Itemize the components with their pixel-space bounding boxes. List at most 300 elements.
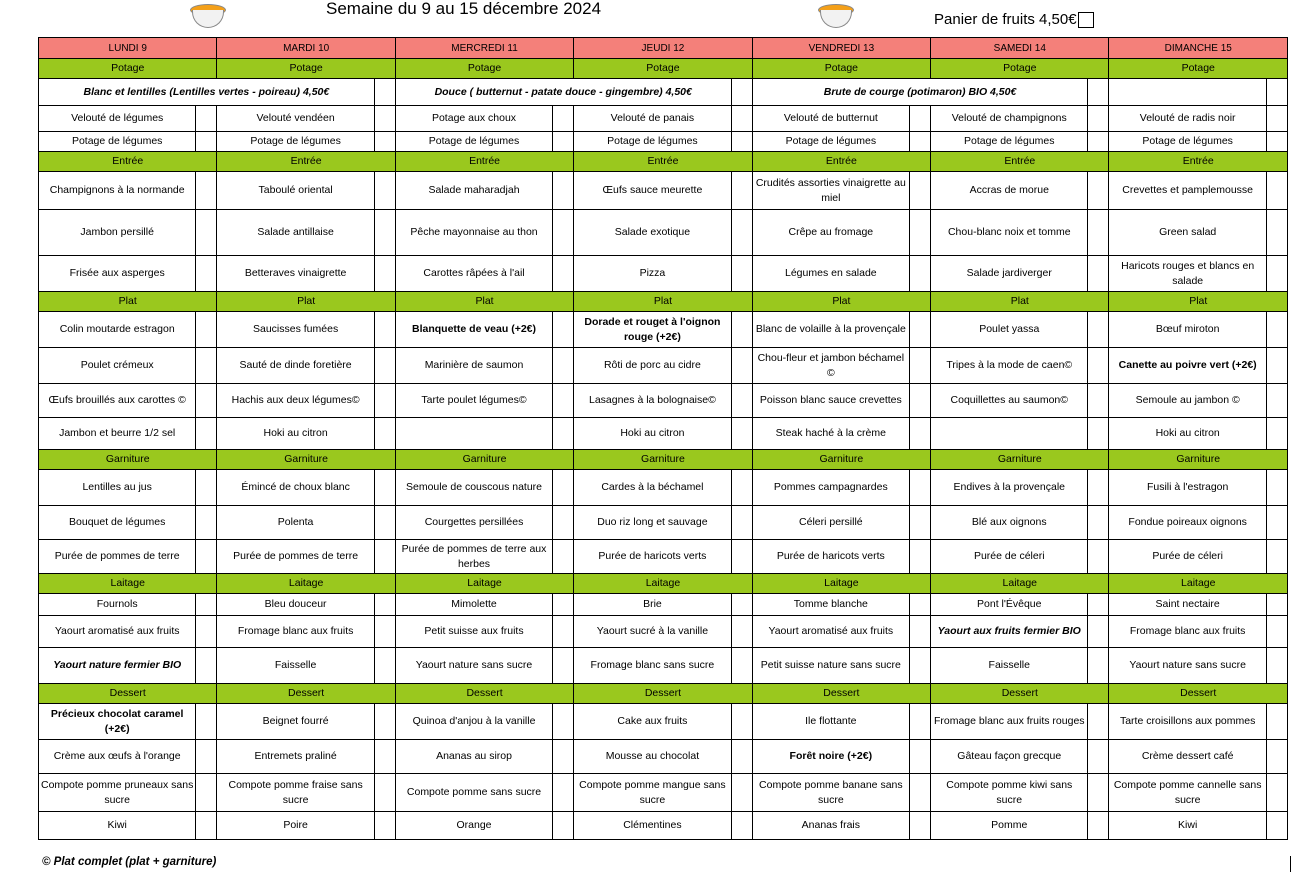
choice-checkbox-cell[interactable] [1266, 470, 1287, 506]
menu-item: Bœuf miroton [1109, 312, 1266, 348]
choice-checkbox-cell[interactable] [374, 106, 395, 132]
menu-item: Yaourt aromatisé aux fruits [39, 616, 196, 648]
divider [1290, 856, 1291, 872]
section-header: Plat [931, 292, 1109, 312]
menu-item: Cake aux fruits [574, 704, 731, 740]
choice-checkbox-cell[interactable] [1266, 312, 1287, 348]
choice-checkbox-cell[interactable] [553, 540, 574, 574]
section-header: Entrée [574, 152, 752, 172]
choice-checkbox-cell[interactable] [196, 506, 217, 540]
menu-item: Yaourt aux fruits fermier BIO [931, 616, 1088, 648]
menu-item: Petit suisse aux fruits [395, 616, 552, 648]
section-header: Dessert [574, 684, 752, 704]
menu-item: Légumes en salade [752, 256, 909, 292]
choice-checkbox-cell[interactable] [910, 594, 931, 616]
menu-item: Yaourt nature sans sucre [395, 648, 552, 684]
choice-checkbox-cell[interactable] [731, 506, 752, 540]
choice-checkbox-cell[interactable] [553, 348, 574, 384]
choice-checkbox-cell[interactable] [731, 256, 752, 292]
choice-checkbox-cell[interactable] [553, 812, 574, 840]
menu-item: Betteraves vinaigrette [217, 256, 374, 292]
menu-item: Salade maharadjah [395, 172, 552, 210]
menu-row [39, 704, 1288, 740]
choice-checkbox-cell[interactable] [910, 132, 931, 152]
choice-checkbox-cell[interactable] [910, 704, 931, 740]
menu-item: Salade exotique [574, 210, 731, 256]
menu-item: Velouté de radis noir [1109, 106, 1266, 132]
choice-checkbox-cell[interactable] [553, 704, 574, 740]
choice-checkbox-cell[interactable] [1266, 648, 1287, 684]
empty-cell [731, 79, 752, 106]
choice-checkbox-cell[interactable] [374, 348, 395, 384]
choice-checkbox-cell[interactable] [374, 470, 395, 506]
section-header-row [39, 450, 1288, 470]
section-header: Plat [395, 292, 573, 312]
menu-row [39, 418, 1288, 450]
choice-checkbox-cell[interactable] [731, 812, 752, 840]
menu-item: Blanquette de veau (+2€) [395, 312, 552, 348]
menu-item: Brie [574, 594, 731, 616]
choice-checkbox-cell[interactable] [731, 470, 752, 506]
section-header: Potage [39, 59, 217, 79]
menu-item: Bleu douceur [217, 594, 374, 616]
menu-item: Potage aux choux [395, 106, 552, 132]
choice-checkbox-cell[interactable] [910, 648, 931, 684]
day-header: SAMEDI 14 [931, 38, 1109, 59]
menu-item: Pommes campagnardes [752, 470, 909, 506]
choice-checkbox-cell[interactable] [196, 312, 217, 348]
choice-checkbox-cell[interactable] [196, 540, 217, 574]
choice-checkbox-cell[interactable] [731, 348, 752, 384]
choice-checkbox-cell[interactable] [374, 418, 395, 450]
potage-special-row [39, 79, 1288, 106]
section-header: Dessert [1109, 684, 1288, 704]
choice-checkbox-cell[interactable] [553, 594, 574, 616]
choice-checkbox-cell[interactable] [374, 774, 395, 812]
menu-item: Compote pomme cannelle sans sucre [1109, 774, 1266, 812]
choice-checkbox-cell[interactable] [731, 616, 752, 648]
choice-checkbox-cell[interactable] [1088, 740, 1109, 774]
menu-item: Semoule au jambon © [1109, 384, 1266, 418]
choice-checkbox-cell[interactable] [1088, 172, 1109, 210]
choice-checkbox-cell[interactable] [553, 172, 574, 210]
menu-item: Saucisses fumées [217, 312, 374, 348]
fruit-basket-checkbox[interactable] [1078, 12, 1094, 28]
choice-checkbox-cell[interactable] [196, 172, 217, 210]
section-header: Entrée [395, 152, 573, 172]
menu-row [39, 312, 1288, 348]
choice-checkbox-cell[interactable] [1266, 172, 1287, 210]
empty-cell [1266, 79, 1287, 106]
fruit-basket-option [934, 11, 1094, 28]
choice-checkbox-cell[interactable] [196, 812, 217, 840]
choice-checkbox-cell[interactable] [1088, 210, 1109, 256]
choice-checkbox-cell[interactable] [1088, 256, 1109, 292]
menu-item: Sauté de dinde foretière [217, 348, 374, 384]
choice-checkbox-cell[interactable] [1088, 106, 1109, 132]
choice-checkbox-cell[interactable] [553, 256, 574, 292]
section-header: Potage [1109, 59, 1288, 79]
menu-item: Ananas au sirop [395, 740, 552, 774]
menu-item: Lentilles au jus [39, 470, 196, 506]
section-header: Dessert [931, 684, 1109, 704]
menu-item: Hachis aux deux légumes© [217, 384, 374, 418]
menu-item: Mousse au chocolat [574, 740, 731, 774]
menu-item: Marinière de saumon [395, 348, 552, 384]
menu-item: Beignet fourré [217, 704, 374, 740]
day-header: MARDI 10 [217, 38, 395, 59]
menu-item: Crêpe au fromage [752, 210, 909, 256]
menu-item: Chou-fleur et jambon béchamel © [752, 348, 909, 384]
menu-item: Velouté vendéen [217, 106, 374, 132]
choice-checkbox-cell[interactable] [910, 812, 931, 840]
section-header-row [39, 59, 1288, 79]
menu-item: Bouquet de légumes [39, 506, 196, 540]
section-header: Dessert [217, 684, 395, 704]
menu-item: Hoki au citron [1109, 418, 1266, 450]
potage-special: Brute de courge (potimaron) BIO 4,50€ [752, 79, 1088, 106]
page-title: Semaine du 9 au 15 décembre 2024 [326, 0, 602, 18]
choice-checkbox-cell[interactable] [374, 132, 395, 152]
menu-item: Canette au poivre vert (+2€) [1109, 348, 1266, 384]
choice-checkbox-cell[interactable] [196, 704, 217, 740]
choice-checkbox-cell[interactable] [1088, 506, 1109, 540]
menu-item: Fromage blanc aux fruits rouges [931, 704, 1088, 740]
choice-checkbox-cell[interactable] [1266, 616, 1287, 648]
choice-checkbox-cell[interactable] [1088, 384, 1109, 418]
choice-checkbox-cell[interactable] [910, 540, 931, 574]
menu-row [39, 616, 1288, 648]
menu-item: Jambon persillé [39, 210, 196, 256]
menu-item: Salade antillaise [217, 210, 374, 256]
choice-checkbox-cell[interactable] [1266, 132, 1287, 152]
menu-item: Compote pomme mangue sans sucre [574, 774, 731, 812]
menu-item: Jambon et beurre 1/2 sel [39, 418, 196, 450]
menu-item: Coquillettes au saumon© [931, 384, 1088, 418]
choice-checkbox-cell[interactable] [374, 384, 395, 418]
choice-checkbox-cell[interactable] [1266, 774, 1287, 812]
choice-checkbox-cell[interactable] [374, 812, 395, 840]
choice-checkbox-cell[interactable] [553, 740, 574, 774]
menu-item: Compote pomme fraise sans sucre [217, 774, 374, 812]
section-header: Laitage [931, 574, 1109, 594]
choice-checkbox-cell[interactable] [196, 418, 217, 450]
choice-checkbox-cell[interactable] [553, 774, 574, 812]
choice-checkbox-cell[interactable] [1088, 594, 1109, 616]
menu-row [39, 774, 1288, 812]
menu-item: Potage de légumes [217, 132, 374, 152]
choice-checkbox-cell[interactable] [374, 506, 395, 540]
section-header: Entrée [217, 152, 395, 172]
choice-checkbox-cell[interactable] [374, 648, 395, 684]
choice-checkbox-cell[interactable] [553, 616, 574, 648]
section-header: Plat [574, 292, 752, 312]
menu-item: Tarte poulet légumes© [395, 384, 552, 418]
menu-item: Blé aux oignons [931, 506, 1088, 540]
menu-item: Green salad [1109, 210, 1266, 256]
menu-item: Yaourt aromatisé aux fruits [752, 616, 909, 648]
choice-checkbox-cell[interactable] [196, 616, 217, 648]
choice-checkbox-cell[interactable] [1266, 506, 1287, 540]
menu-item: Émincé de choux blanc [217, 470, 374, 506]
choice-checkbox-cell[interactable] [1088, 348, 1109, 384]
menu-item: Poire [217, 812, 374, 840]
choice-checkbox-cell[interactable] [910, 470, 931, 506]
menu-item: Frisée aux asperges [39, 256, 196, 292]
section-header-row [39, 574, 1288, 594]
choice-checkbox-cell[interactable] [553, 210, 574, 256]
choice-checkbox-cell[interactable] [553, 470, 574, 506]
choice-checkbox-cell[interactable] [374, 616, 395, 648]
menu-item: Crème dessert café [1109, 740, 1266, 774]
choice-checkbox-cell[interactable] [374, 540, 395, 574]
choice-checkbox-cell[interactable] [1088, 312, 1109, 348]
choice-checkbox-cell[interactable] [910, 172, 931, 210]
menu-item: Potage de légumes [574, 132, 731, 152]
menu-row [39, 384, 1288, 418]
menu-item: Blanc de volaille à la provençale [752, 312, 909, 348]
footnote: © Plat complet (plat + garniture) [42, 856, 217, 868]
choice-checkbox-cell[interactable] [1088, 812, 1109, 840]
choice-checkbox-cell[interactable] [1266, 210, 1287, 256]
menu-item: Purée de pommes de terre [39, 540, 196, 574]
choice-checkbox-cell[interactable] [910, 418, 931, 450]
section-header: Laitage [217, 574, 395, 594]
menu-item: Semoule de couscous nature [395, 470, 552, 506]
choice-checkbox-cell[interactable] [196, 348, 217, 384]
menu-item [395, 418, 552, 450]
choice-checkbox-cell[interactable] [731, 704, 752, 740]
menu-item: Potage de légumes [1109, 132, 1266, 152]
section-header: Garniture [752, 450, 930, 470]
soup-bowl-icon [818, 0, 854, 30]
section-header: Entrée [931, 152, 1109, 172]
menu-item: Céleri persillé [752, 506, 909, 540]
menu-item: Gâteau façon grecque [931, 740, 1088, 774]
choice-checkbox-cell[interactable] [1088, 418, 1109, 450]
section-header: Potage [395, 59, 573, 79]
choice-checkbox-cell[interactable] [1266, 256, 1287, 292]
menu-item: Yaourt nature sans sucre [1109, 648, 1266, 684]
empty-cell [1109, 79, 1266, 106]
choice-checkbox-cell[interactable] [1266, 540, 1287, 574]
choice-checkbox-cell[interactable] [731, 384, 752, 418]
choice-checkbox-cell[interactable] [553, 418, 574, 450]
choice-checkbox-cell[interactable] [553, 312, 574, 348]
section-header: Laitage [752, 574, 930, 594]
menu-item [931, 418, 1088, 450]
day-header-row [39, 38, 1288, 59]
section-header: Plat [752, 292, 930, 312]
choice-checkbox-cell[interactable] [374, 210, 395, 256]
choice-checkbox-cell[interactable] [1266, 106, 1287, 132]
choice-checkbox-cell[interactable] [196, 648, 217, 684]
choice-checkbox-cell[interactable] [374, 172, 395, 210]
section-header: Laitage [395, 574, 573, 594]
section-header: Plat [217, 292, 395, 312]
section-header: Laitage [1109, 574, 1288, 594]
menu-item: Fromage blanc aux fruits [217, 616, 374, 648]
menu-item: Poisson blanc sauce crevettes [752, 384, 909, 418]
menu-row [39, 506, 1288, 540]
section-header: Dessert [39, 684, 217, 704]
choice-checkbox-cell[interactable] [374, 256, 395, 292]
menu-item: Fournols [39, 594, 196, 616]
choice-checkbox-cell[interactable] [1266, 594, 1287, 616]
empty-cell [374, 79, 395, 106]
choice-checkbox-cell[interactable] [731, 312, 752, 348]
menu-item: Pont l'Évêque [931, 594, 1088, 616]
potage-special: Douce ( butternut - patate douce - gingembre) 4,50€ [395, 79, 731, 106]
choice-checkbox-cell[interactable] [1088, 648, 1109, 684]
menu-item: Purée de pommes de terre [217, 540, 374, 574]
menu-item: Ile flottante [752, 704, 909, 740]
menu-item: Ananas frais [752, 812, 909, 840]
choice-checkbox-cell[interactable] [910, 616, 931, 648]
menu-item: Velouté de panais [574, 106, 731, 132]
choice-checkbox-cell[interactable] [910, 348, 931, 384]
empty-cell [1088, 79, 1109, 106]
choice-checkbox-cell[interactable] [1088, 616, 1109, 648]
menu-row [39, 210, 1288, 256]
menu-item: Crème aux œufs à l'orange [39, 740, 196, 774]
menu-item: Entremets praliné [217, 740, 374, 774]
menu-item: Potage de légumes [395, 132, 552, 152]
section-header: Garniture [1109, 450, 1288, 470]
menu-item: Courgettes persillées [395, 506, 552, 540]
choice-checkbox-cell[interactable] [374, 594, 395, 616]
menu-item: Pomme [931, 812, 1088, 840]
choice-checkbox-cell[interactable] [553, 506, 574, 540]
menu-row [39, 106, 1288, 132]
choice-checkbox-cell[interactable] [731, 774, 752, 812]
choice-checkbox-cell[interactable] [553, 106, 574, 132]
menu-row [39, 172, 1288, 210]
choice-checkbox-cell[interactable] [731, 210, 752, 256]
choice-checkbox-cell[interactable] [1266, 704, 1287, 740]
section-header: Plat [39, 292, 217, 312]
choice-checkbox-cell[interactable] [910, 312, 931, 348]
choice-checkbox-cell[interactable] [910, 506, 931, 540]
menu-item: Fondue poireaux oignons [1109, 506, 1266, 540]
choice-checkbox-cell[interactable] [196, 384, 217, 418]
menu-item: Poulet yassa [931, 312, 1088, 348]
menu-item: Œufs sauce meurette [574, 172, 731, 210]
section-header: Garniture [217, 450, 395, 470]
menu-item: Endives à la provençale [931, 470, 1088, 506]
choice-checkbox-cell[interactable] [1088, 540, 1109, 574]
choice-checkbox-cell[interactable] [196, 210, 217, 256]
menu-item: Yaourt sucré à la vanille [574, 616, 731, 648]
menu-item: Purée de céleri [931, 540, 1088, 574]
choice-checkbox-cell[interactable] [374, 312, 395, 348]
choice-checkbox-cell[interactable] [374, 740, 395, 774]
soup-bowl-icon [190, 0, 226, 30]
menu-item: Clémentines [574, 812, 731, 840]
section-header: Dessert [395, 684, 573, 704]
choice-checkbox-cell[interactable] [374, 704, 395, 740]
choice-checkbox-cell[interactable] [1088, 132, 1109, 152]
choice-checkbox-cell[interactable] [910, 774, 931, 812]
menu-item: Purée de céleri [1109, 540, 1266, 574]
choice-checkbox-cell[interactable] [731, 594, 752, 616]
menu-item: Velouté de légumes [39, 106, 196, 132]
choice-checkbox-cell[interactable] [731, 740, 752, 774]
choice-checkbox-cell[interactable] [731, 540, 752, 574]
choice-checkbox-cell[interactable] [553, 384, 574, 418]
menu-item: Potage de légumes [931, 132, 1088, 152]
day-header: VENDREDI 13 [752, 38, 930, 59]
choice-checkbox-cell[interactable] [1266, 418, 1287, 450]
section-header: Potage [752, 59, 930, 79]
choice-checkbox-cell[interactable] [1088, 704, 1109, 740]
section-header: Entrée [1109, 152, 1288, 172]
menu-item: Précieux chocolat caramel (+2€) [39, 704, 196, 740]
menu-item: Mimolette [395, 594, 552, 616]
choice-checkbox-cell[interactable] [1266, 348, 1287, 384]
menu-item: Forêt noire (+2€) [752, 740, 909, 774]
choice-checkbox-cell[interactable] [196, 774, 217, 812]
section-header: Potage [931, 59, 1109, 79]
menu-item: Faisselle [217, 648, 374, 684]
menu-item: Tripes à la mode de caen© [931, 348, 1088, 384]
choice-checkbox-cell[interactable] [196, 256, 217, 292]
choice-checkbox-cell[interactable] [196, 594, 217, 616]
menu-item: Accras de morue [931, 172, 1088, 210]
choice-checkbox-cell[interactable] [553, 132, 574, 152]
choice-checkbox-cell[interactable] [196, 740, 217, 774]
choice-checkbox-cell[interactable] [1088, 774, 1109, 812]
menu-item: Polenta [217, 506, 374, 540]
menu-item: Œufs brouillés aux carottes © [39, 384, 196, 418]
choice-checkbox-cell[interactable] [910, 740, 931, 774]
choice-checkbox-cell[interactable] [553, 648, 574, 684]
menu-item: Salade jardiverger [931, 256, 1088, 292]
choice-checkbox-cell[interactable] [910, 210, 931, 256]
choice-checkbox-cell[interactable] [910, 384, 931, 418]
choice-checkbox-cell[interactable] [1088, 470, 1109, 506]
potage-special: Blanc et lentilles (Lentilles vertes - poireau) 4,50€ [39, 79, 375, 106]
section-header: Laitage [574, 574, 752, 594]
menu-item: Hoki au citron [574, 418, 731, 450]
choice-checkbox-cell[interactable] [731, 648, 752, 684]
choice-checkbox-cell[interactable] [196, 470, 217, 506]
menu-row [39, 348, 1288, 384]
choice-checkbox-cell[interactable] [731, 106, 752, 132]
menu-row [39, 132, 1288, 152]
choice-checkbox-cell[interactable] [910, 106, 931, 132]
menu-item: Poulet crémeux [39, 348, 196, 384]
choice-checkbox-cell[interactable] [731, 172, 752, 210]
choice-checkbox-cell[interactable] [910, 256, 931, 292]
choice-checkbox-cell[interactable] [1266, 384, 1287, 418]
menu-item: Tarte croisillons aux pommes [1109, 704, 1266, 740]
choice-checkbox-cell[interactable] [196, 106, 217, 132]
section-header: Garniture [39, 450, 217, 470]
fruit-basket-label: Panier de fruits 4,50€ [934, 11, 1077, 28]
menu-item: Fromage blanc aux fruits [1109, 616, 1266, 648]
choice-checkbox-cell[interactable] [731, 418, 752, 450]
section-header: Dessert [752, 684, 930, 704]
menu-item: Duo riz long et sauvage [574, 506, 731, 540]
section-header: Plat [1109, 292, 1288, 312]
day-header: DIMANCHE 15 [1109, 38, 1288, 59]
menu-row [39, 256, 1288, 292]
choice-checkbox-cell[interactable] [1266, 812, 1287, 840]
choice-checkbox-cell[interactable] [1266, 740, 1287, 774]
choice-checkbox-cell[interactable] [196, 132, 217, 152]
choice-checkbox-cell[interactable] [731, 132, 752, 152]
